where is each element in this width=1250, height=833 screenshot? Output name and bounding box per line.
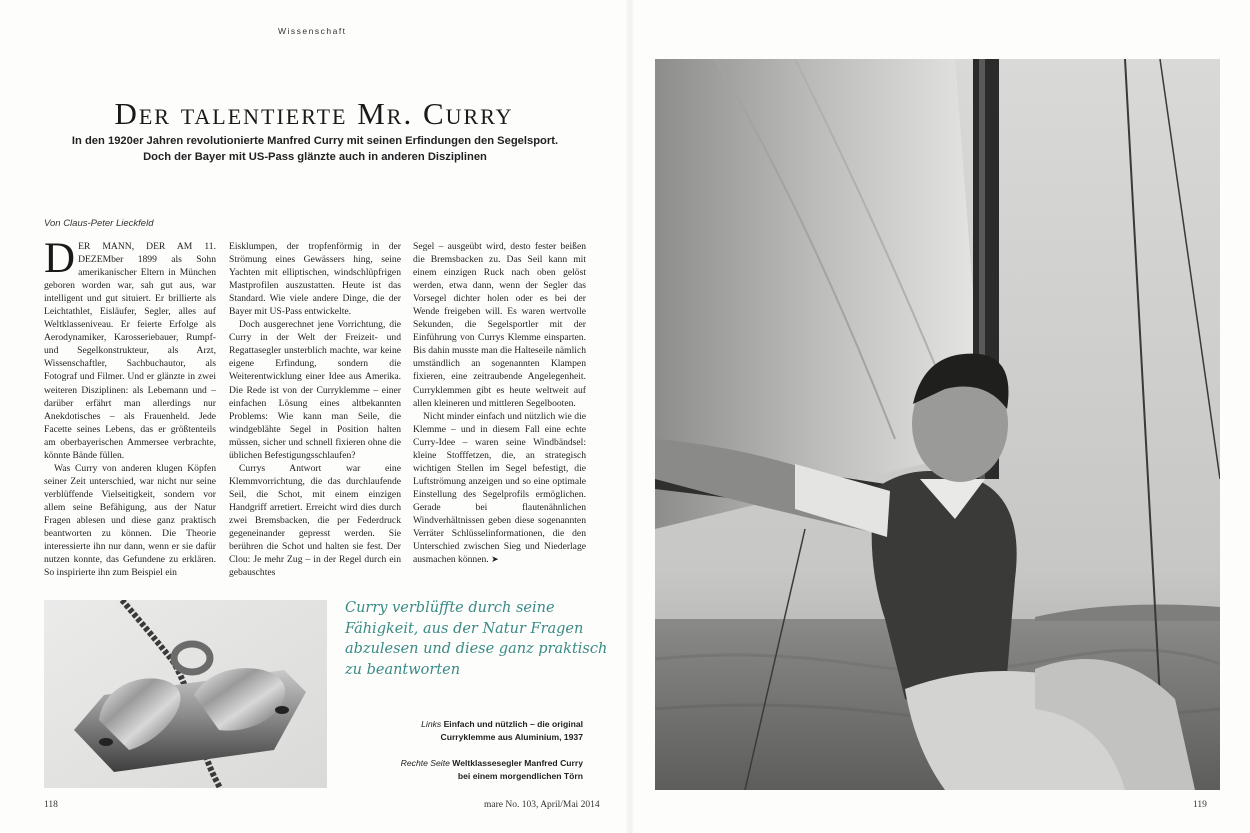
paragraph: Was Curry von anderen klugen Köpfen seiner Zeit unterschied, war nicht nur seine verblüffende Vielseitigkeit, sondern vor allem seine Befähigung, aus der Natur Fragen ablesen und diese ganz praktisch beantworten zu können. Die Theorie interessierte ihn nur dann, wenn er sie dafür nutzen konnte, das Gefundene zu erklären. So inspirierte ihn zum Beispiel ein: [44, 462, 216, 579]
paragraph: [44, 235, 216, 462]
clamp-illustration: [44, 600, 327, 788]
caption-lead: Links: [421, 719, 442, 729]
paragraph-text: Nicht minder einfach und nützlich wie die Klemme – und in diesem Fall eine echte Curry-Idee – waren seine Windbändsel: kleine Stofffetzen, die, an strategisch wichtigen Stellen im Segel befestigt, die Luftströmung anzeigen und so eine optimale Einstellung des Segelprofils ermöglichen. Gerade bei flautenähnlichen Windverhältnissen geben diese sogenannten Verräter Schlüsselinformationen, die den Unterschied zwischen Sieg und Niederlage ausmachen können.: [413, 410, 586, 566]
caption-lead: Rechte Seite: [400, 758, 450, 768]
curry-clamp-photo: [44, 600, 327, 788]
paragraph: Eisklumpen, der tropfenförmig in der Strömung eines Gewässers hing, seine Yachten mit elliptischen, windschlüpfrigen Mastprofilen auszustatten. Heute ist das Standard. Wie viele andere Dinge, die der Bayer mit US-Pass entwickelte.: [229, 241, 401, 318]
byline: Von Claus-Peter Lieckfeld: [44, 218, 154, 229]
caption-text: Weltklassesegler Manfred Curry bei einem morgendlichen Törn: [452, 758, 583, 781]
sailor-photo: [655, 59, 1220, 790]
caption-text: Einfach und nützlich – die original Curryklemme aus Aluminium, 1937: [440, 719, 583, 742]
pull-quote: Curry verblüffte durch seine Fähigkeit, aus der Natur Fragen abzulesen und diese ganz praktisch zu beantworten: [345, 600, 608, 678]
drop-cap: D: [44, 235, 76, 282]
subtitle-line-2: Doch der Bayer mit US-Pass glänzte auch in anderen Disziplinen: [143, 151, 487, 163]
issue-info: mare No. 103, April/Mai 2014: [484, 800, 600, 810]
page-number-left: 118: [44, 800, 58, 810]
page-number-right: 119: [1193, 800, 1207, 810]
end-mark-icon: ➤: [491, 555, 499, 566]
article-title: Der talentierte Mr. Curry: [114, 96, 514, 131]
section-label: Wissenschaft: [278, 26, 347, 36]
text-column-1: [44, 235, 216, 579]
caption-left-image: [400, 718, 583, 744]
article-subtitle: [60, 133, 570, 165]
paragraph: Segel – ausgeübt wird, desto fester beißen die Bremsbacken zu. Das Seil kann mit einem einzigen Ruck nach oben gelöst werden, etwa dann, wenn der Segler das Vorsegel dichter holen oder es bei der Wende freigeben will. Es waren wertvolle Sekunden, die Segelsportler mit der Einführung von Currys Klemme einsparten. Bis dahin musste man die Halteseile nämlich umständlich an sogenannten Klampen fixieren, eine zeitraubende Angelegenheit. Curryklemmen gibt es heute weltweit auf allen kleineren und mittleren Segelbooten.: [413, 241, 586, 409]
caption-right-image: [400, 757, 583, 783]
paragraph: Currys Antwort war eine Klemmvorrichtung, die das durchlaufende Seil, die Schot, mit einem einzigen Handgriff arretiert. Erreicht wird dies durch zwei Bremsbacken, die per Federdruck gegeneinander gepresst werden. Sie berühren die Schot und halten sie fest. Der Clou: Je mehr Zug – in der Regel durch ein gebauschtes: [229, 462, 401, 579]
text-column-3: [413, 240, 586, 567]
text-column-2: [229, 240, 401, 579]
subtitle-line-1: In den 1920er Jahren revolutionierte Manfred Curry mit seinen Erfindungen den Segelsport.: [71, 135, 559, 147]
paragraph: Doch ausgerechnet jene Vorrichtung, die Curry in der Welt der Freizeit- und Regattasegler unsterblich machte, war keine eigene Erfindung, sondern die Weiterentwicklung einer Idee aus Amerika. Die Rede ist von der Curryklemme – einer einfachen Lösung eines altbekannten Problems: Wie kann man Seile, die windgeblähte Segel in Position halten müssen, sicher und schnell fixieren ohne die üblichen Befestigungsschlaufen?: [229, 319, 401, 461]
paragraph: [413, 410, 586, 568]
paragraph-text: ER MANN, DER AM 11. DEZEMber 1899 als Sohn amerikanischer Eltern in München geboren worden war, sah gut aus, war intelligent und gut situiert. Er brillierte als Leichtathlet, Eisläufer, Segler, alles auf Weltklasseniveau. Er feierte Erfolge als Aerodynamiker, Karosseriebauer, Rumpf- und Segelkonstrukteur, als Arzt, Wissenschaftler, Sachbuchautor, als Fotograf und Filmer. Und er glänzte in zwei weiteren Disziplinen: als Lebemann und – darüber erfährt man allerdings nur Anekdotisches – als Frauenheld. Jede Facette seines Lebens, das er größtenteils am oberbayerischen Ammersee verbrachte, könnte Bände füllen.: [44, 241, 216, 461]
sailor-illustration: [655, 59, 1220, 790]
page-gutter: [625, 0, 635, 833]
